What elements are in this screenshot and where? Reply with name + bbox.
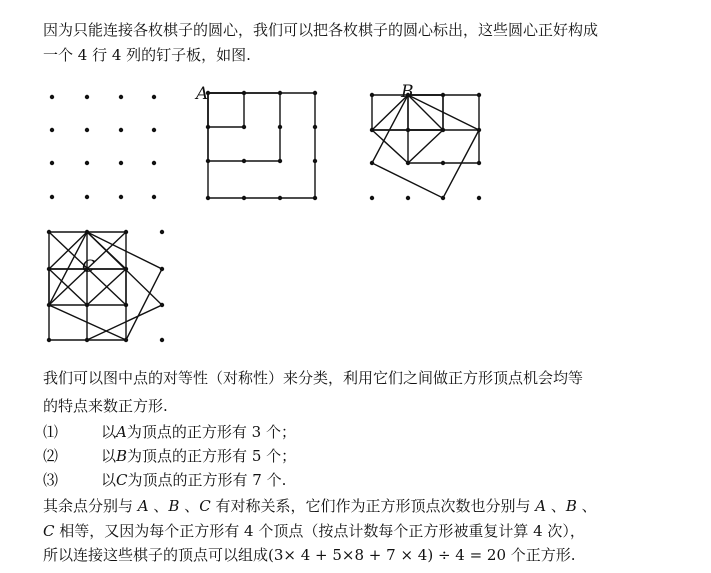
- conclusion-point-c: C: [43, 522, 55, 540]
- item-text: 为顶点的正方形有 5 个；: [127, 447, 297, 465]
- item-point: A: [116, 423, 127, 441]
- item-point: C: [116, 471, 128, 489]
- item-point: B: [116, 447, 128, 465]
- separator: 、: [148, 497, 169, 515]
- conclusion-text: 相等，又因为每个正方形有 4 个顶点（按点计数每个正方形被重复计算 4 次），: [54, 522, 585, 540]
- separator: 、: [546, 497, 566, 515]
- separator: 、: [576, 497, 597, 515]
- item-number: ⑵: [43, 447, 59, 465]
- conclusion-point-b: B: [565, 497, 577, 515]
- body-line-1: 我们可以图中点的对等性（对称性）来分类，利用它们之间做正方形顶点机会均等: [43, 369, 584, 387]
- list-item-2: [43, 446, 296, 466]
- item-number: ⑴: [43, 423, 59, 441]
- label-b: B: [401, 82, 414, 102]
- conclusion-point-a: A: [535, 497, 547, 515]
- conclusion-text: 有对称关系，它们作为正方形顶点次数也分别与: [210, 497, 536, 515]
- figure-c: [47, 230, 164, 342]
- conclusion-line-3: 所以连接这些棋子的顶点可以组成(3× 4 + 5×8 + 7 × 4) ÷ 4 = 20 个正方形.: [43, 546, 576, 564]
- body-line-2: 的特点来数正方形.: [43, 397, 168, 415]
- conclusion-line-1: [43, 496, 597, 516]
- list-item-1: [43, 422, 296, 442]
- label-a: A: [196, 84, 209, 104]
- item-text: 为顶点的正方形有 7 个.: [127, 471, 287, 489]
- intro-line-1: 因为只能连接各枚棋子的圆心，我们可以把各枚棋子的圆心标出，这些圆心正好构成: [43, 21, 599, 39]
- figure-a: [194, 84, 317, 200]
- conclusion-point-c: C: [199, 497, 211, 515]
- conclusion-line-2: [43, 521, 585, 541]
- item-number: ⑶: [43, 471, 59, 489]
- label-c: C: [82, 257, 96, 277]
- conclusion-text: 其余点分别与: [43, 497, 138, 515]
- conclusion-point-b: B: [168, 497, 180, 515]
- conclusion-point-a: A: [137, 497, 149, 515]
- figure-b: [370, 82, 481, 200]
- item-text: 为顶点的正方形有 3 个；: [126, 423, 296, 441]
- item-prefix: 以: [101, 423, 117, 441]
- intro-line-2: 一个 4 行 4 列的钉子板，如图.: [43, 46, 251, 64]
- list-item-3: [43, 470, 286, 490]
- separator: 、: [179, 497, 200, 515]
- item-prefix: 以: [101, 447, 117, 465]
- item-prefix: 以: [101, 471, 117, 489]
- figure-dot-grid: [50, 95, 156, 199]
